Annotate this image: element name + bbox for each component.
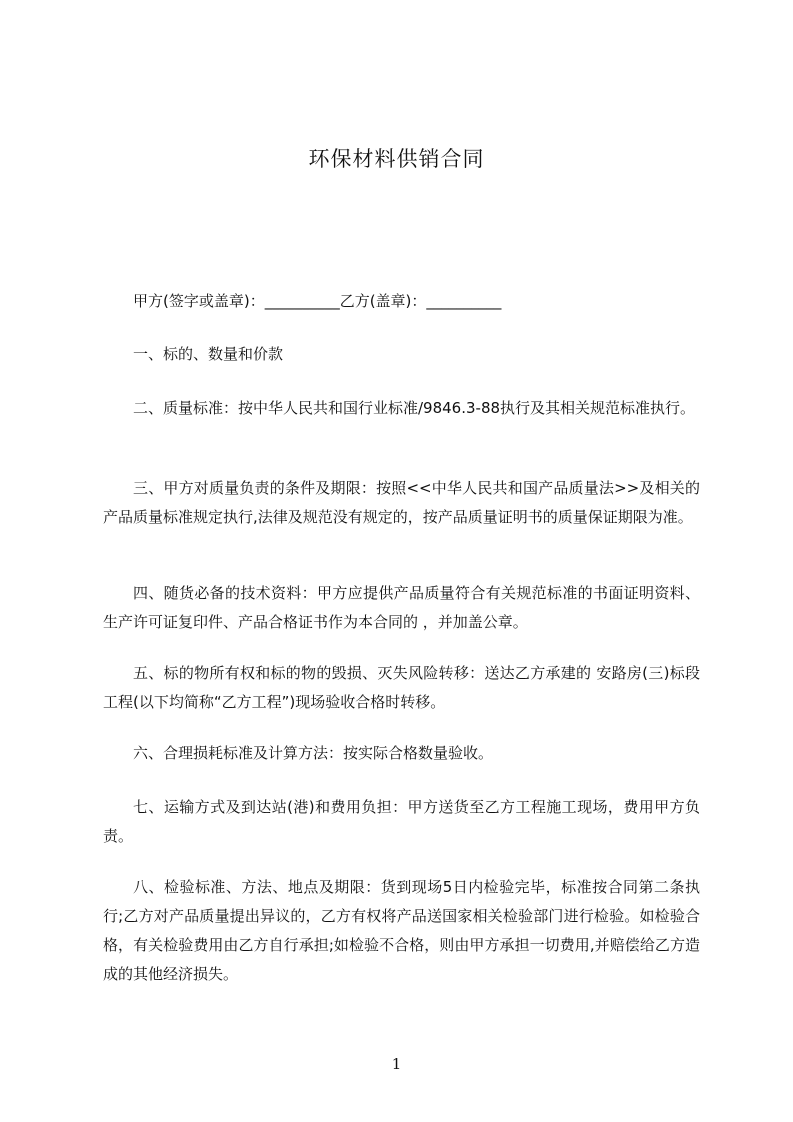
document-title: 环保材料供销合同 (308, 147, 485, 171)
page-number: 1 (391, 1055, 402, 1073)
clause-7: 七、运输方式及到达站(港)和费用负担：甲方送货至乙方工程施工现场，费用甲方负责。 (103, 798, 700, 845)
clause-5: 五、标的物所有权和标的物的毁损、灭失风险转移：送达乙方承建的 安路房(三)标段工程(以下均简称“乙方工程”)现场验收合格时转移。 (103, 664, 700, 711)
clause-2: 二、质量标准：按中华人民共和国行业标准/9846.3-88执行及其相关规范标准执行。 (133, 399, 696, 417)
clause-4: 四、随货必备的技术资料：甲方应提供产品质量符合有关规范标准的书面证明资料、生产许可证复印件、产品合格证书作为本合同的 ，并加盖公章。 (103, 584, 700, 631)
clause-1: 一、标的、数量和价款 (133, 345, 284, 363)
clause-3: 三、甲方对质量负责的条件及期限：按照<<中华人民共和国产品质量法>>及相关的产品质量标准规定执行,法律及规范没有规定的，按产品质量证明书的质量保证期限为准。 (103, 479, 700, 526)
clause-8: 八、检验标准、方法、地点及期限：货到现场5日内检验完毕，标准按合同第二条执行;乙方对产品质量提出异议的，乙方有权将产品送国家相关检验部门进行检验。如检验合格，有关检验费用由乙方自行承担;如检验不合格，则由甲方承担一切费用,并赔偿给乙方造成的其他经济损失。 (103, 878, 700, 983)
clause-6: 六、合理损耗标准及计算方法：按实际合格数量验收。 (133, 744, 494, 762)
parties-line: 甲方(签字或盖章)：__________乙方(盖章)：__________ (133, 292, 502, 310)
